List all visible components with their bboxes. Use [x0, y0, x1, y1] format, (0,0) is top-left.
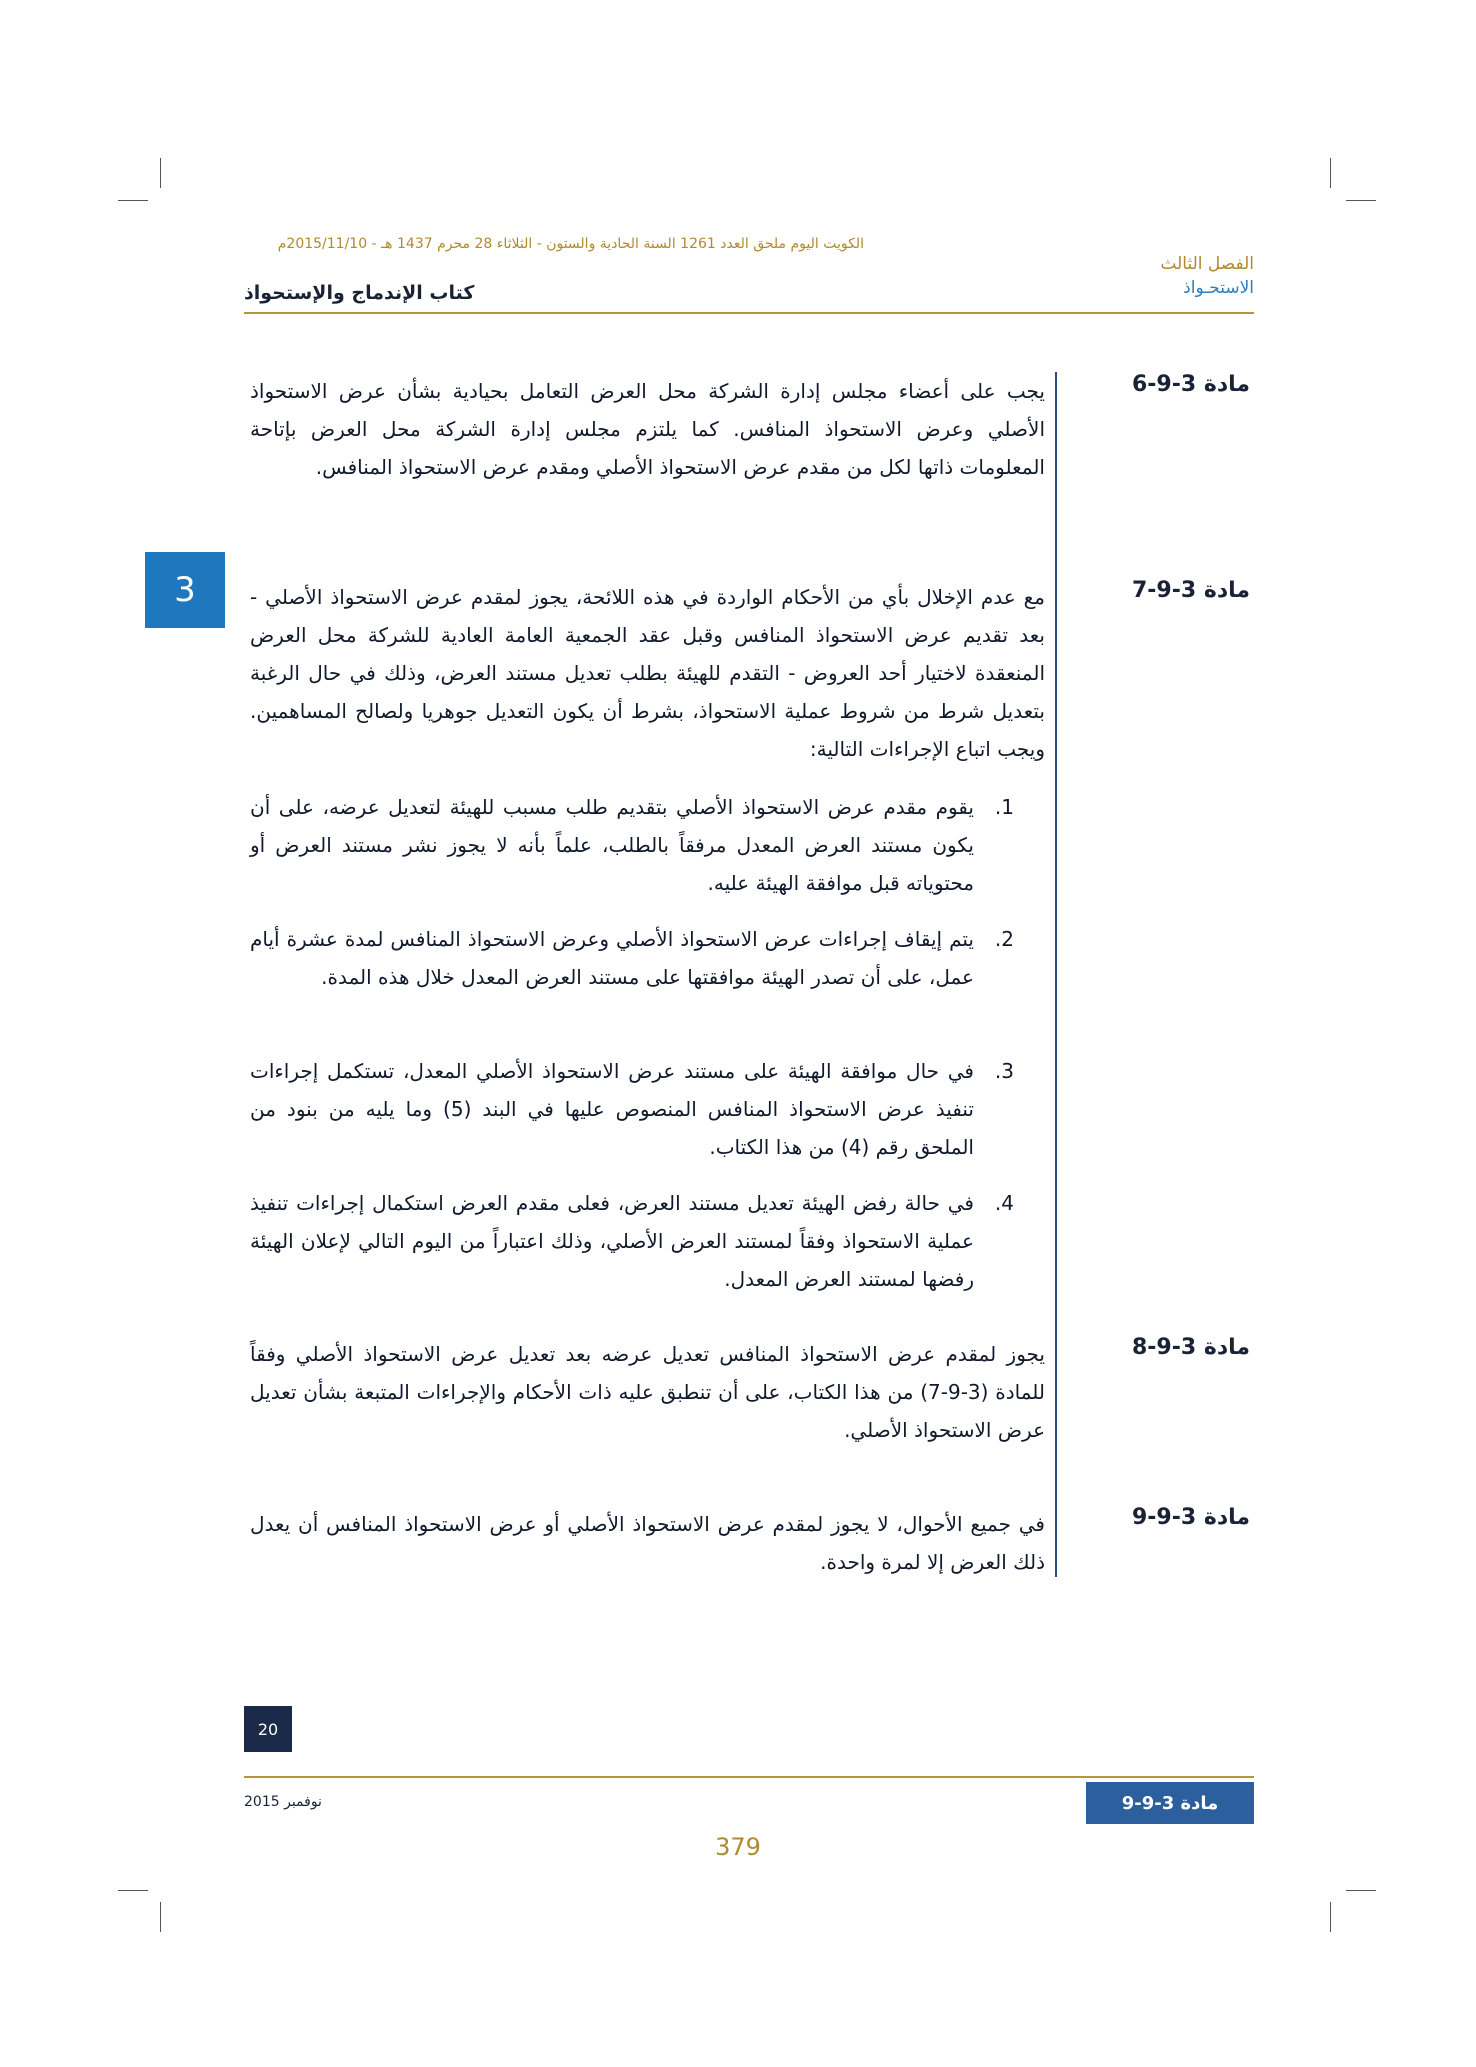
crop-mark [1346, 200, 1376, 201]
chapter-number: الفصل الثالث [1160, 254, 1254, 274]
list-item-text: يتم إيقاف إجراءات عرض الاستحواذ الأصلي وعرض الاستحواذ المنافس لمدة عشرة أيام عمل، على أن تصدر الهيئة موافقتها على مستند العرض المعدل خلال هذه المدة. [250, 927, 974, 989]
chapter-heading [1160, 254, 1254, 298]
crop-mark [160, 1902, 161, 1932]
footer-date: نوفمبر 2015 [244, 1794, 322, 1810]
chapter-side-tab: 3 [145, 552, 225, 628]
article [250, 372, 1250, 532]
article-body: يجب على أعضاء مجلس إدارة الشركة محل العرض التعامل بحيادية بشأن عرض الاستحواذ الأصلي وعرض الاستحواذ المنافس. كما يلتزم مجلس إدارة الشركة محل العرض بإتاحة المعلومات ذاتها لكل من مقدم عرض الاستحواذ الأصلي ومقدم عرض الاستحواذ المنافس. [250, 379, 1045, 479]
article-body: في جميع الأحوال، لا يجوز لمقدم عرض الاستحواذ الأصلي أو عرض الاستحواذ المنافس أن يعدل ذلك العرض إلا لمرة واحدة. [250, 1512, 1045, 1574]
footer-divider [244, 1776, 1254, 1778]
crop-mark [118, 1890, 148, 1891]
list-item-number: 1. [994, 795, 1014, 819]
header-divider [244, 312, 1254, 314]
crop-mark [118, 200, 148, 201]
article [250, 1335, 1250, 1455]
article-label: مادة 3-9-7 [1131, 578, 1250, 603]
list-item-number: 2. [994, 927, 1014, 951]
article [250, 578, 1250, 1298]
list-item-number: 3. [994, 1059, 1014, 1083]
list-item-text: في حالة رفض الهيئة تعديل مستند العرض، فعلى مقدم العرض استكمال إجراءات تنفيذ عملية الاستحواذ وفقاً لمستند العرض الأصلي، وذلك اعتباراً من اليوم التالي لإعلان الهيئة رفضها لمستند العرض المعدل. [250, 1191, 974, 1291]
crop-mark [1330, 158, 1331, 188]
page-number: 379 [715, 1833, 761, 1861]
gazette-header: الكويت اليوم ملحق العدد 1261 السنة الحادية والستون - الثلاثاء 28 محرم 1437 هـ - 2015/11/10م [277, 236, 864, 252]
footer-article-tab: مادة 3-9-9 [1086, 1782, 1254, 1824]
list-item-text: يقوم مقدم عرض الاستحواذ الأصلي بتقديم طلب مسبب للهيئة لتعديل عرضه، على أن يكون مستند العرض المعدل مرفقاً بالطلب، علماً بأنه لا يجوز نشر مستند العرض أو محتوياته قبل موافقة الهيئة عليه. [250, 795, 974, 895]
crop-mark [160, 158, 161, 188]
article-label: مادة 3-9-9 [1131, 1505, 1250, 1530]
article-body: يجوز لمقدم عرض الاستحواذ المنافس تعديل عرضه بعد تعديل عرض الاستحواذ الأصلي وفقاً للمادة (3-9-7) من هذا الكتاب، على أن تنطبق عليه ذات الأحكام والإجراءات المتبعة بشأن تعديل عرض الاستحواذ الأصلي. [250, 1342, 1046, 1442]
crop-mark [1330, 1902, 1331, 1932]
list-item-text: في حال موافقة الهيئة على مستند عرض الاستحواذ الأصلي المعدل، تستكمل إجراءات تنفيذ عرض الاستحواذ المنافس المنصوص عليها في البند (5) وما يليه من بنود من الملحق رقم (4) من هذا الكتاب. [250, 1059, 974, 1159]
book-title: كتاب الإندماج والإستحواذ [244, 282, 475, 304]
article-label: مادة 3-9-8 [1131, 1335, 1250, 1360]
article-body: مع عدم الإخلال بأي من الأحكام الواردة في هذه اللائحة، يجوز لمقدم عرض الاستحواذ الأصلي - بعد تقديم عرض الاستحواذ المنافس وقبل عقد الجمعية العامة العادية للشركة محل العرض المنعقدة لاختيار أحد العروض - التقدم للهيئة بطلب تعديل مستند العرض، وذلك في حال الرغبة بتعديل شرط من شروط عملية الاستحواذ، بشرط أن يكون التعديل جوهريا ولصالح المساهمين. ويجب اتباع الإجراءات التالية: [250, 585, 1045, 761]
article-label: مادة 3-9-6 [1131, 372, 1250, 397]
crop-mark [1346, 1890, 1376, 1891]
chapter-title: الاستحـواذ [1183, 278, 1254, 298]
page-box: 20 [244, 1706, 292, 1752]
list-item-number: 4. [994, 1191, 1014, 1215]
article [250, 1505, 1250, 1585]
